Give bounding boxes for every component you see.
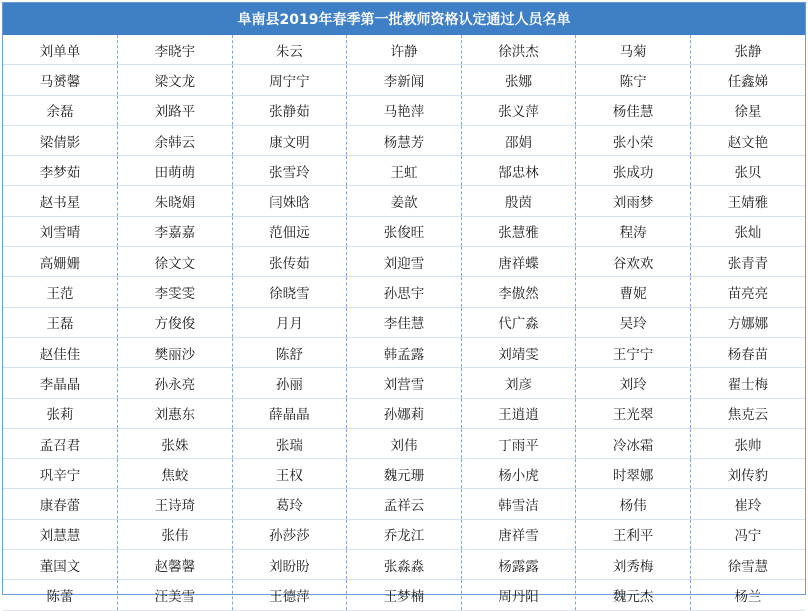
name-cell: 巩辛宁 bbox=[3, 459, 118, 489]
name-cell: 康文明 bbox=[232, 125, 347, 155]
table-row bbox=[3, 65, 805, 95]
name-cell: 刘彦 bbox=[461, 368, 576, 398]
table-row bbox=[3, 459, 805, 489]
name-cell: 李晓宇 bbox=[118, 35, 233, 65]
name-cell: 郜忠林 bbox=[461, 156, 576, 186]
name-cell: 闫姝晗 bbox=[232, 186, 347, 216]
name-cell: 刘单单 bbox=[3, 35, 118, 65]
name-cell: 张莉 bbox=[3, 398, 118, 428]
name-cell: 李新闻 bbox=[347, 65, 462, 95]
name-cell: 张帅 bbox=[690, 428, 805, 458]
name-cell: 殷茵 bbox=[461, 186, 576, 216]
table-row bbox=[3, 307, 805, 337]
name-cell: 杨伟 bbox=[576, 489, 691, 519]
name-cell: 崔玲 bbox=[690, 489, 805, 519]
name-cell: 徐文文 bbox=[118, 247, 233, 277]
name-cell: 徐星 bbox=[690, 95, 805, 125]
name-cell: 范佃远 bbox=[232, 216, 347, 246]
name-cell: 张传茹 bbox=[232, 247, 347, 277]
name-cell: 马艳萍 bbox=[347, 95, 462, 125]
name-cell: 康春蕾 bbox=[3, 489, 118, 519]
name-cell: 王诗琦 bbox=[118, 489, 233, 519]
name-cell: 孙莎莎 bbox=[232, 519, 347, 549]
name-cell: 刘玲 bbox=[576, 368, 691, 398]
table-row bbox=[3, 368, 805, 398]
name-cell: 马菊 bbox=[576, 35, 691, 65]
name-cell: 张义萍 bbox=[461, 95, 576, 125]
name-cell: 朱云 bbox=[232, 35, 347, 65]
table-row bbox=[3, 550, 805, 580]
name-cell: 王磊 bbox=[3, 307, 118, 337]
name-cell: 邵娟 bbox=[461, 125, 576, 155]
name-cell: 刘靖雯 bbox=[461, 337, 576, 367]
name-cell: 张娜 bbox=[461, 65, 576, 95]
name-cell: 高姗姗 bbox=[3, 247, 118, 277]
name-table bbox=[3, 35, 805, 611]
name-cell: 孙永亮 bbox=[118, 368, 233, 398]
table-row bbox=[3, 125, 805, 155]
name-cell: 张瑞 bbox=[232, 428, 347, 458]
name-cell: 唐祥雪 bbox=[461, 519, 576, 549]
name-cell: 王权 bbox=[232, 459, 347, 489]
name-cell: 陈舒 bbox=[232, 337, 347, 367]
name-cell: 魏元杰 bbox=[576, 580, 691, 610]
name-cell: 刘惠东 bbox=[118, 398, 233, 428]
name-cell: 余磊 bbox=[3, 95, 118, 125]
name-cell: 王婧雅 bbox=[690, 186, 805, 216]
name-cell: 孙娜莉 bbox=[347, 398, 462, 428]
name-cell: 葛玲 bbox=[232, 489, 347, 519]
name-cell: 孟召君 bbox=[3, 428, 118, 458]
name-cell: 张姝 bbox=[118, 428, 233, 458]
name-cell: 周丹阳 bbox=[461, 580, 576, 610]
name-cell: 田萌萌 bbox=[118, 156, 233, 186]
name-cell: 王虹 bbox=[347, 156, 462, 186]
name-cell: 张雪玲 bbox=[232, 156, 347, 186]
name-cell: 杨佳慧 bbox=[576, 95, 691, 125]
list-title: 阜南县2019年春季第一批教师资格认定通过人员名单 bbox=[3, 3, 805, 35]
name-cell: 刘盼盼 bbox=[232, 550, 347, 580]
name-cell: 王宁宁 bbox=[576, 337, 691, 367]
name-cell: 时翠娜 bbox=[576, 459, 691, 489]
table-row bbox=[3, 247, 805, 277]
name-cell: 王梦楠 bbox=[347, 580, 462, 610]
name-cell: 徐洪杰 bbox=[461, 35, 576, 65]
name-cell: 王逍逍 bbox=[461, 398, 576, 428]
table-row bbox=[3, 519, 805, 549]
table-row bbox=[3, 156, 805, 186]
name-cell: 赵文艳 bbox=[690, 125, 805, 155]
name-cell: 魏元珊 bbox=[347, 459, 462, 489]
name-cell: 韩孟露 bbox=[347, 337, 462, 367]
name-cell: 月月 bbox=[232, 307, 347, 337]
name-cell: 刘迎雪 bbox=[347, 247, 462, 277]
name-cell: 张静茹 bbox=[232, 95, 347, 125]
name-cell: 赵书星 bbox=[3, 186, 118, 216]
table-row bbox=[3, 580, 805, 610]
name-cell: 李晶晶 bbox=[3, 368, 118, 398]
name-cell: 张俊旺 bbox=[347, 216, 462, 246]
name-cell: 刘路平 bbox=[118, 95, 233, 125]
name-cell: 刘伟 bbox=[347, 428, 462, 458]
name-cell: 李傲然 bbox=[461, 277, 576, 307]
name-cell: 朱晓娟 bbox=[118, 186, 233, 216]
name-cell: 张青青 bbox=[690, 247, 805, 277]
name-cell: 周宁宁 bbox=[232, 65, 347, 95]
name-cell: 方俊俊 bbox=[118, 307, 233, 337]
name-cell: 丁雨平 bbox=[461, 428, 576, 458]
name-cell: 王利平 bbox=[576, 519, 691, 549]
name-cell: 王德萍 bbox=[232, 580, 347, 610]
name-cell: 赵馨馨 bbox=[118, 550, 233, 580]
name-list-sheet bbox=[2, 2, 806, 605]
name-cell: 徐晓雪 bbox=[232, 277, 347, 307]
name-cell: 陈宁 bbox=[576, 65, 691, 95]
name-cell: 苗亮亮 bbox=[690, 277, 805, 307]
name-cell: 任鑫娣 bbox=[690, 65, 805, 95]
name-cell: 杨露露 bbox=[461, 550, 576, 580]
name-cell: 汪美雪 bbox=[118, 580, 233, 610]
name-cell: 薛晶晶 bbox=[232, 398, 347, 428]
name-cell: 乔龙江 bbox=[347, 519, 462, 549]
name-cell: 刘传豹 bbox=[690, 459, 805, 489]
name-cell: 董国文 bbox=[3, 550, 118, 580]
name-cell: 李佳慧 bbox=[347, 307, 462, 337]
name-cell: 李梦茹 bbox=[3, 156, 118, 186]
name-cell: 张伟 bbox=[118, 519, 233, 549]
name-cell: 樊丽沙 bbox=[118, 337, 233, 367]
name-cell: 马赟馨 bbox=[3, 65, 118, 95]
name-cell: 许静 bbox=[347, 35, 462, 65]
table-row bbox=[3, 398, 805, 428]
name-cell: 冯宁 bbox=[690, 519, 805, 549]
name-cell: 杨慧芳 bbox=[347, 125, 462, 155]
name-cell: 刘雨梦 bbox=[576, 186, 691, 216]
table-row bbox=[3, 186, 805, 216]
name-cell: 刘营雪 bbox=[347, 368, 462, 398]
name-cell: 陈蕾 bbox=[3, 580, 118, 610]
name-cell: 梁倩影 bbox=[3, 125, 118, 155]
name-cell: 谷欢欢 bbox=[576, 247, 691, 277]
name-cell: 张小荣 bbox=[576, 125, 691, 155]
table-row bbox=[3, 95, 805, 125]
table-row bbox=[3, 489, 805, 519]
table-row bbox=[3, 428, 805, 458]
name-cell: 张贝 bbox=[690, 156, 805, 186]
name-table-body bbox=[3, 35, 805, 610]
name-cell: 代广淼 bbox=[461, 307, 576, 337]
table-row bbox=[3, 216, 805, 246]
name-cell: 张成功 bbox=[576, 156, 691, 186]
name-cell: 冷冰霜 bbox=[576, 428, 691, 458]
name-cell: 杨兰 bbox=[690, 580, 805, 610]
table-row bbox=[3, 35, 805, 65]
name-cell: 张慧雅 bbox=[461, 216, 576, 246]
name-cell: 张淼淼 bbox=[347, 550, 462, 580]
name-cell: 刘秀梅 bbox=[576, 550, 691, 580]
name-cell: 韩雪洁 bbox=[461, 489, 576, 519]
name-cell: 赵佳佳 bbox=[3, 337, 118, 367]
name-cell: 孙丽 bbox=[232, 368, 347, 398]
name-cell: 焦蛟 bbox=[118, 459, 233, 489]
name-cell: 姜歆 bbox=[347, 186, 462, 216]
name-cell: 杨小虎 bbox=[461, 459, 576, 489]
name-cell: 孙思宇 bbox=[347, 277, 462, 307]
name-cell: 方娜娜 bbox=[690, 307, 805, 337]
table-row bbox=[3, 337, 805, 367]
name-cell: 徐雪慧 bbox=[690, 550, 805, 580]
name-cell: 余韩云 bbox=[118, 125, 233, 155]
name-cell: 杨春苗 bbox=[690, 337, 805, 367]
name-cell: 翟士梅 bbox=[690, 368, 805, 398]
name-cell: 刘慧慧 bbox=[3, 519, 118, 549]
name-cell: 唐祥蝶 bbox=[461, 247, 576, 277]
name-cell: 张静 bbox=[690, 35, 805, 65]
name-cell: 刘雪晴 bbox=[3, 216, 118, 246]
table-row bbox=[3, 277, 805, 307]
name-cell: 梁文龙 bbox=[118, 65, 233, 95]
name-cell: 李嘉嘉 bbox=[118, 216, 233, 246]
name-cell: 孟祥云 bbox=[347, 489, 462, 519]
name-cell: 吴玲 bbox=[576, 307, 691, 337]
name-cell: 程涛 bbox=[576, 216, 691, 246]
name-cell: 张灿 bbox=[690, 216, 805, 246]
name-cell: 王范 bbox=[3, 277, 118, 307]
name-cell: 李雯雯 bbox=[118, 277, 233, 307]
name-cell: 王光翠 bbox=[576, 398, 691, 428]
name-cell: 曹妮 bbox=[576, 277, 691, 307]
name-cell: 焦克云 bbox=[690, 398, 805, 428]
